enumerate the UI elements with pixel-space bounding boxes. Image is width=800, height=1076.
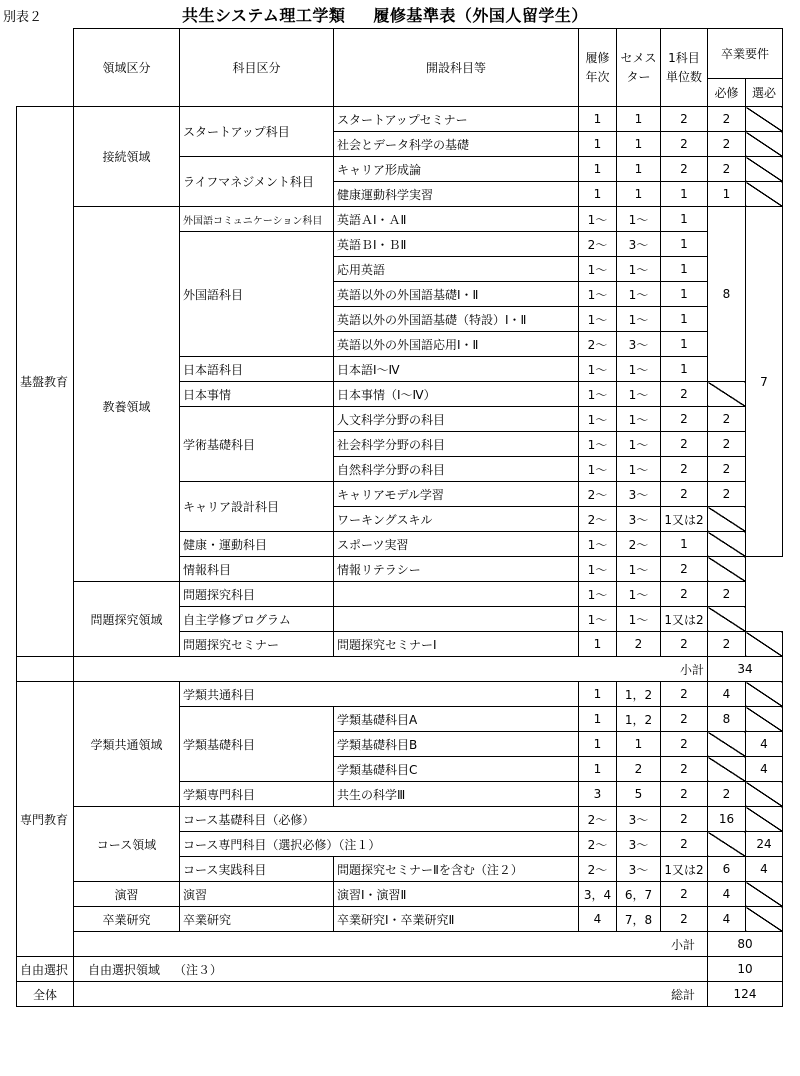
sem-cell: 1 (617, 107, 661, 132)
year-cell: 1～ (579, 382, 617, 407)
kenko-kamoku: 健康・運動科目 (180, 532, 334, 557)
sel-cell: 4 (746, 857, 783, 882)
jiyu-ryoiki (74, 957, 708, 982)
year-cell: 3 (579, 782, 617, 807)
units-cell: 1 (661, 532, 708, 557)
diagonal-cell (746, 882, 783, 907)
jishu-kamoku: 自主学修プログラム (180, 607, 334, 632)
sem-cell: 6，7 (617, 882, 661, 907)
sem-cell: 1～ (617, 257, 661, 282)
year-cell: 1～ (579, 432, 617, 457)
req-cell: 2 (708, 632, 746, 657)
sotsuken-ryoiki: 卒業研究 (74, 907, 180, 932)
course-cell (334, 582, 579, 607)
year-cell: 1 (579, 107, 617, 132)
req-cell: 2 (708, 132, 746, 157)
year-cell: 1～ (579, 607, 617, 632)
units-cell: 1 (661, 257, 708, 282)
req-cell: 2 (708, 482, 746, 507)
sem-cell: 3～ (617, 807, 661, 832)
gakujutsu-kamoku: 学術基礎科目 (180, 407, 334, 482)
gaikokugo-req: 8 (708, 207, 746, 382)
units-cell: 2 (661, 732, 708, 757)
sem-cell: 5 (617, 782, 661, 807)
units-cell: 1 (661, 207, 708, 232)
diagonal-cell (708, 507, 746, 532)
units-cell: 2 (661, 907, 708, 932)
nihonjijo-kamoku: 日本事情 (180, 382, 334, 407)
year-cell: 1～ (579, 532, 617, 557)
units-cell: 1 (661, 232, 708, 257)
req-cell: 2 (708, 582, 746, 607)
year-cell: 1～ (579, 582, 617, 607)
req-cell: 2 (708, 457, 746, 482)
zentai-total-label: 総計 (74, 982, 708, 1007)
sem-cell: 1 (617, 182, 661, 207)
header-semester: セメス ター (617, 29, 661, 107)
sem-cell: 1～ (617, 307, 661, 332)
units-cell: 2 (661, 882, 708, 907)
req-cell: 2 (708, 782, 746, 807)
zentai-total: 124 (708, 982, 783, 1007)
header-hisshu: 必修 (708, 79, 746, 107)
year-cell: 4 (579, 907, 617, 932)
course-cell: 日本事情（Ⅰ～Ⅳ） (334, 382, 579, 407)
diagonal-cell (746, 807, 783, 832)
header-blank (17, 29, 74, 79)
year-cell: 1 (579, 732, 617, 757)
course-cell (334, 607, 579, 632)
year-cell: 2～ (579, 857, 617, 882)
jiyu-note: （注３） (174, 962, 223, 977)
header-blank-2 (17, 79, 74, 107)
diagonal-cell (746, 107, 783, 132)
year-cell: 2～ (579, 807, 617, 832)
year-cell: 1～ (579, 282, 617, 307)
sem-cell: 1～ (617, 582, 661, 607)
course-cell: キャリア形成論 (334, 157, 579, 182)
year-cell: 2～ (579, 332, 617, 357)
year-cell: 1 (579, 632, 617, 657)
mondai-seminar-kamoku: 問題探究セミナー (180, 632, 334, 657)
units-cell: 2 (661, 682, 708, 707)
diagonal-cell (746, 682, 783, 707)
req-cell: 2 (708, 107, 746, 132)
diagonal-cell (708, 757, 746, 782)
sem-cell: 2 (617, 757, 661, 782)
units-cell: 1 (661, 332, 708, 357)
sem-cell: 3～ (617, 832, 661, 857)
course-cell: 問題探究セミナーⅠ (334, 632, 579, 657)
sem-cell: 2 (617, 632, 661, 657)
year-cell: 1～ (579, 557, 617, 582)
kiban-subtotal-blank (17, 657, 74, 682)
course-cell: 英語以外の外国語基礎Ⅰ・Ⅱ (334, 282, 579, 307)
course-cell: キャリアモデル学習 (334, 482, 579, 507)
units-cell: 2 (661, 157, 708, 182)
kamoku-cell: コース専門科目（選択必修）（注１） (180, 832, 579, 857)
year-cell: 1 (579, 182, 617, 207)
course-cell: 人文科学分野の科目 (334, 407, 579, 432)
sem-cell: 1～ (617, 357, 661, 382)
diagonal-cell (708, 382, 746, 407)
sem-cell: 1～ (617, 382, 661, 407)
kyoyo-senhitsu: 7 (746, 207, 783, 557)
course-cell: 情報リテラシー (334, 557, 579, 582)
title-right: 履修基準表（外国人留学生） (373, 6, 588, 25)
req-cell: 4 (708, 682, 746, 707)
header-ryoiki: 領域区分 (74, 29, 180, 107)
year-cell: 1 (579, 757, 617, 782)
diagonal-cell (708, 607, 746, 632)
units-cell: 1 (661, 307, 708, 332)
sel-cell: 4 (746, 757, 783, 782)
ryoiki-blank (74, 207, 180, 232)
senmon-label: 専門教育 (17, 682, 74, 957)
gaikokugo-kamoku: 外国語科目 (180, 232, 334, 357)
sel-cell: 24 (746, 832, 783, 857)
diagonal-cell (746, 707, 783, 732)
year-cell: 1 (579, 707, 617, 732)
kamoku-cell: 演習 (180, 882, 334, 907)
sem-cell: 3～ (617, 857, 661, 882)
units-cell: 2 (661, 832, 708, 857)
year-cell: 1～ (579, 307, 617, 332)
course-cell: 学類基礎科目B (334, 732, 579, 757)
units-cell: 1 (661, 282, 708, 307)
diagonal-cell (746, 782, 783, 807)
units-cell: 2 (661, 482, 708, 507)
title-left: 共生システム理工学類 (182, 6, 346, 25)
diagonal-cell (708, 832, 746, 857)
req-cell: 16 (708, 807, 746, 832)
sem-cell: 2～ (617, 532, 661, 557)
course-cell: 問題探究セミナーⅡを含む（注２） (334, 857, 579, 882)
course-cell: 健康運動科学実習 (334, 182, 579, 207)
year-cell: 1～ (579, 457, 617, 482)
course-cell: 学類基礎科目C (334, 757, 579, 782)
kiban-label: 基盤教育 (17, 107, 74, 657)
mondai-kamoku: 問題探究科目 (180, 582, 334, 607)
startup-kamoku: スタートアップ科目 (180, 107, 334, 157)
sem-cell: 3～ (617, 332, 661, 357)
sem-cell: 3～ (617, 232, 661, 257)
units-cell: 2 (661, 707, 708, 732)
header-kamoku: 科目区分 (180, 29, 334, 107)
units-cell: 1 (661, 357, 708, 382)
gaikokugo-comm-kamoku: 外国語コミュニケーション科目 (180, 207, 334, 232)
units-cell: 1又は2 (661, 857, 708, 882)
doc-label: 別表２ (3, 10, 43, 25)
year-cell: 1 (579, 132, 617, 157)
units-cell: 2 (661, 807, 708, 832)
header-nenji: 履修 年次 (579, 29, 617, 107)
kamoku-cell: 学類基礎科目 (180, 707, 334, 782)
sem-cell: 3～ (617, 482, 661, 507)
kamoku-cell: コース実践科目 (180, 857, 334, 882)
units-cell: 1又は2 (661, 607, 708, 632)
sem-cell: 1～ (617, 457, 661, 482)
year-cell: 3，4 (579, 882, 617, 907)
units-cell: 2 (661, 457, 708, 482)
kyoyo-ryoiki: 教養領域 (74, 232, 180, 582)
requirements-table (16, 28, 783, 1007)
sem-cell: 1，2 (617, 682, 661, 707)
year-cell: 1～ (579, 207, 617, 232)
diagonal-cell (746, 182, 783, 207)
diagonal-cell (746, 132, 783, 157)
gakurui-kyotsu-ryoiki: 学類共通領域 (74, 682, 180, 807)
course-cell: 英語ＢⅠ・ＢⅡ (334, 232, 579, 257)
req-cell: 8 (708, 707, 746, 732)
course-cell: 応用英語 (334, 257, 579, 282)
sem-cell: 7，8 (617, 907, 661, 932)
diagonal-cell (746, 632, 783, 657)
req-cell: 4 (708, 907, 746, 932)
page-title (182, 3, 588, 26)
course-cell: 共生の科学Ⅲ (334, 782, 579, 807)
diagonal-cell (708, 532, 746, 557)
course-cell: スタートアップセミナー (334, 107, 579, 132)
course-cell: 英語以外の外国語基礎（特設）Ⅰ・Ⅱ (334, 307, 579, 332)
course-cell: 学類基礎科目A (334, 707, 579, 732)
jiyu-label: 自由選択 (17, 957, 74, 982)
kamoku-cell: コース基礎科目（必修） (180, 807, 579, 832)
units-cell: 2 (661, 107, 708, 132)
year-cell: 2～ (579, 482, 617, 507)
units-cell: 2 (661, 407, 708, 432)
course-ryoiki: コース領域 (74, 807, 180, 882)
req-cell: 4 (708, 882, 746, 907)
course-cell: 社会科学分野の科目 (334, 432, 579, 457)
sem-cell: 1～ (617, 407, 661, 432)
sem-cell: 1，2 (617, 707, 661, 732)
kamoku-cell: 卒業研究 (180, 907, 334, 932)
year-cell: 1 (579, 157, 617, 182)
sem-cell: 1～ (617, 557, 661, 582)
sem-cell: 1 (617, 732, 661, 757)
mondai-ryoiki: 問題探究領域 (74, 582, 180, 657)
sem-cell: 1 (617, 132, 661, 157)
units-cell: 2 (661, 382, 708, 407)
nihongo-kamoku: 日本語科目 (180, 357, 334, 382)
year-cell: 1～ (579, 357, 617, 382)
year-cell: 1～ (579, 407, 617, 432)
units-cell: 2 (661, 132, 708, 157)
year-cell: 2～ (579, 507, 617, 532)
ensyu-ryoiki: 演習 (74, 882, 180, 907)
header-sotsugyo: 卒業要件 (708, 29, 783, 79)
req-cell: 2 (708, 432, 746, 457)
course-cell: ワーキングスキル (334, 507, 579, 532)
course-cell: 日本語Ⅰ～Ⅳ (334, 357, 579, 382)
jiyu-value: 10 (708, 957, 783, 982)
joho-kamoku: 情報科目 (180, 557, 334, 582)
units-cell: 2 (661, 557, 708, 582)
diagonal-cell (746, 907, 783, 932)
units-cell: 2 (661, 582, 708, 607)
units-cell: 2 (661, 757, 708, 782)
course-cell: 社会とデータ科学の基礎 (334, 132, 579, 157)
course-cell: 卒業研究Ⅰ・卒業研究Ⅱ (334, 907, 579, 932)
life-kamoku: ライフマネジメント科目 (180, 157, 334, 207)
course-cell: 英語以外の外国語応用Ⅰ・Ⅱ (334, 332, 579, 357)
diagonal-cell (708, 557, 746, 582)
kamoku-cell: 学類専門科目 (180, 782, 334, 807)
sem-cell: 1 (617, 157, 661, 182)
sel-cell: 4 (746, 732, 783, 757)
kiban-subtotal-label: 小計 (74, 657, 708, 682)
units-cell: 1 (661, 182, 708, 207)
units-cell: 2 (661, 782, 708, 807)
jiyu-ryoiki-text: 自由選択領域 (88, 962, 161, 977)
sem-cell: 1～ (617, 607, 661, 632)
senmon-subtotal-label: 小計 (74, 932, 708, 957)
header-senhitsu: 選必 (746, 79, 783, 107)
units-cell: 1又は2 (661, 507, 708, 532)
zentai-label: 全体 (17, 982, 74, 1007)
year-cell: 2～ (579, 232, 617, 257)
year-cell: 1 (579, 682, 617, 707)
kiban-subtotal: 34 (708, 657, 783, 682)
units-cell: 2 (661, 432, 708, 457)
kamoku-cell: 学類共通科目 (180, 682, 579, 707)
req-cell: 2 (708, 157, 746, 182)
sem-cell: 1～ (617, 207, 661, 232)
year-cell: 2～ (579, 832, 617, 857)
sem-cell: 1～ (617, 432, 661, 457)
sem-cell: 1～ (617, 282, 661, 307)
sem-cell: 3～ (617, 507, 661, 532)
course-cell: 英語ＡⅠ・ＡⅡ (334, 207, 579, 232)
diagonal-cell (708, 732, 746, 757)
course-cell: 自然科学分野の科目 (334, 457, 579, 482)
header-kaisetsu: 開設科目等 (334, 29, 579, 107)
header-tani: 1科目 単位数 (661, 29, 708, 107)
diagonal-cell (746, 157, 783, 182)
course-cell: 演習Ⅰ・演習Ⅱ (334, 882, 579, 907)
req-cell: 1 (708, 182, 746, 207)
career-kamoku: キャリア設計科目 (180, 482, 334, 532)
course-cell: スポーツ実習 (334, 532, 579, 557)
req-cell: 2 (708, 407, 746, 432)
units-cell: 2 (661, 632, 708, 657)
year-cell: 1～ (579, 257, 617, 282)
senmon-subtotal: 80 (708, 932, 783, 957)
setsuzoku-ryoiki: 接続領域 (74, 107, 180, 207)
req-cell: 6 (708, 857, 746, 882)
